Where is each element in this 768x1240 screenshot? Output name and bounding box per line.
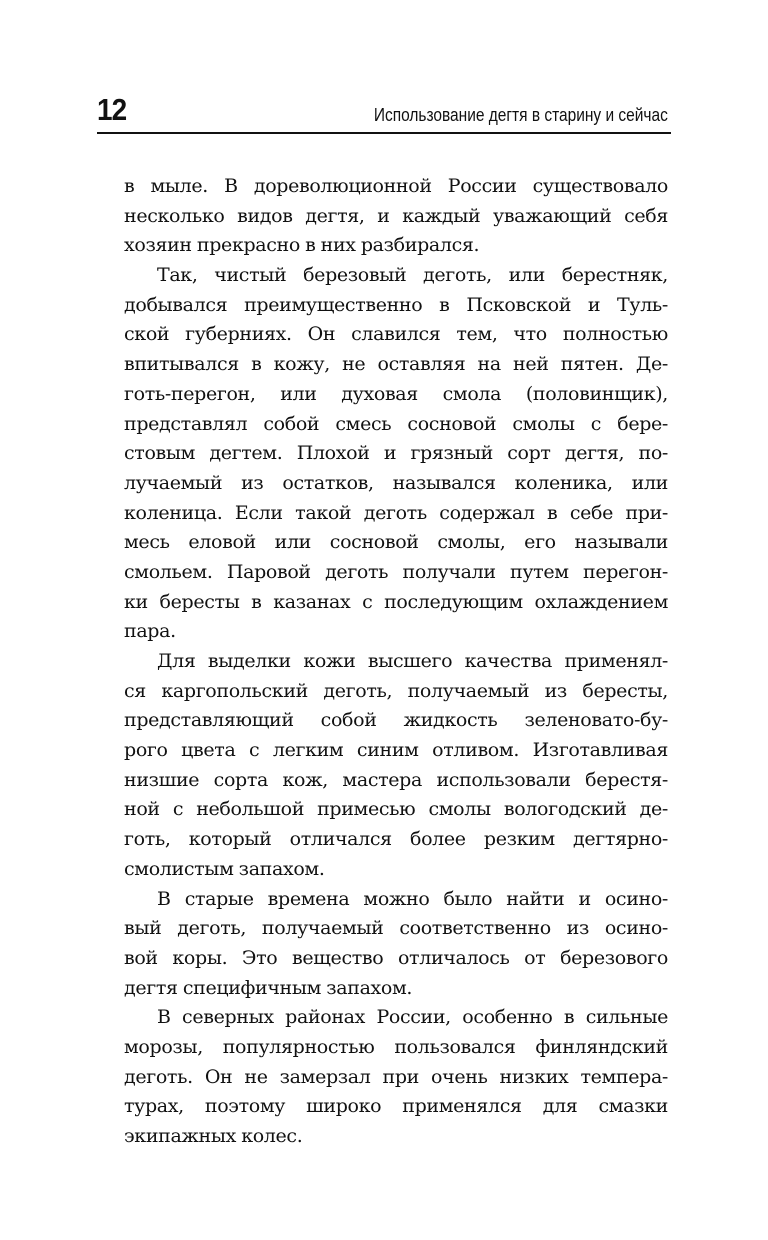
text-line: вый деготь, получаемый соответственно из осино- (124, 917, 668, 940)
text-line: низшие сорта кож, мастера использовали берестя- (124, 768, 668, 791)
text-line: лучаемый из остатков, назывался коленика, или (124, 471, 668, 494)
text-line: вой коры. Это вещество отличалось от березового (124, 946, 668, 969)
text-line: готь, который отличался более резким дегтярно- (124, 828, 668, 851)
text-line: ской губерниях. Он славился тем, что полностью (124, 323, 668, 346)
text-line: Так, чистый березовый деготь, или берестняк, (157, 264, 668, 287)
text-line: стовым дегтем. Плохой и грязный сорт дегтя, по- (124, 442, 668, 465)
body-text (124, 172, 668, 1152)
text-line: экипажных колес. (124, 1125, 303, 1147)
text-line: хозяин прекрасно в них разбирался. (124, 234, 480, 257)
text-line: готь-перегон, или духовая смола (половинщик), (124, 382, 668, 405)
text-line: рого цвета с легким синим отливом. Изготавливая (124, 739, 668, 762)
text-line: смолистым запахом. (124, 857, 325, 880)
text-line: ной с небольшой примесью смолы вологодский де- (124, 798, 668, 821)
page-number: 12 (97, 92, 127, 127)
text-line: пара. (124, 620, 176, 643)
text-line: в мыле. В дореволюционной России существовало (124, 175, 668, 197)
text-line: деготь. Он не замерзал при очень низких темпера- (124, 1065, 668, 1088)
text-line: ки бересты в казанах с последующим охлаждением (124, 590, 668, 613)
text-line: дегтя специфичным запахом. (124, 976, 413, 999)
text-line: смольем. Паровой деготь получали путем перегон- (124, 560, 668, 583)
paragraph (124, 647, 668, 885)
text-line: впитывался в кожу, не оставляя на ней пятен. Де- (124, 353, 668, 376)
text-line: ся каргопольский деготь, получаемый из бересты, (124, 679, 668, 702)
paragraph (124, 1003, 668, 1151)
text-line: Для выделки кожи высшего качества применял- (157, 650, 668, 672)
text-line: представляющий собой жидкость зеленовато-бу- (124, 709, 668, 732)
paragraph (124, 885, 668, 1004)
text-line: морозы, популярностью пользовался финляндский (124, 1035, 668, 1058)
text-line: добывался преимущественно в Псковской и Туль- (124, 293, 668, 316)
text-line: В старые времена можно было найти и осино- (157, 887, 668, 910)
running-title: Использование дегтя в старину и сейчас (374, 105, 668, 125)
paragraph (124, 172, 668, 261)
text-line: представлял собой смесь сосновой смолы с бере- (124, 412, 668, 435)
text-line: несколько видов дегтя, и каждый уважающий себя (124, 204, 668, 227)
text-line: коленица. Если такой деготь содержал в себе при- (124, 501, 668, 524)
text-line: турах, поэтому широко применялся для смазки (124, 1095, 668, 1118)
paragraph (124, 261, 668, 647)
header-rule (97, 132, 671, 134)
text-line: В северных районах России, особенно в сильные (157, 1006, 668, 1029)
text-line: месь еловой или сосновой смолы, его называли (124, 531, 668, 554)
